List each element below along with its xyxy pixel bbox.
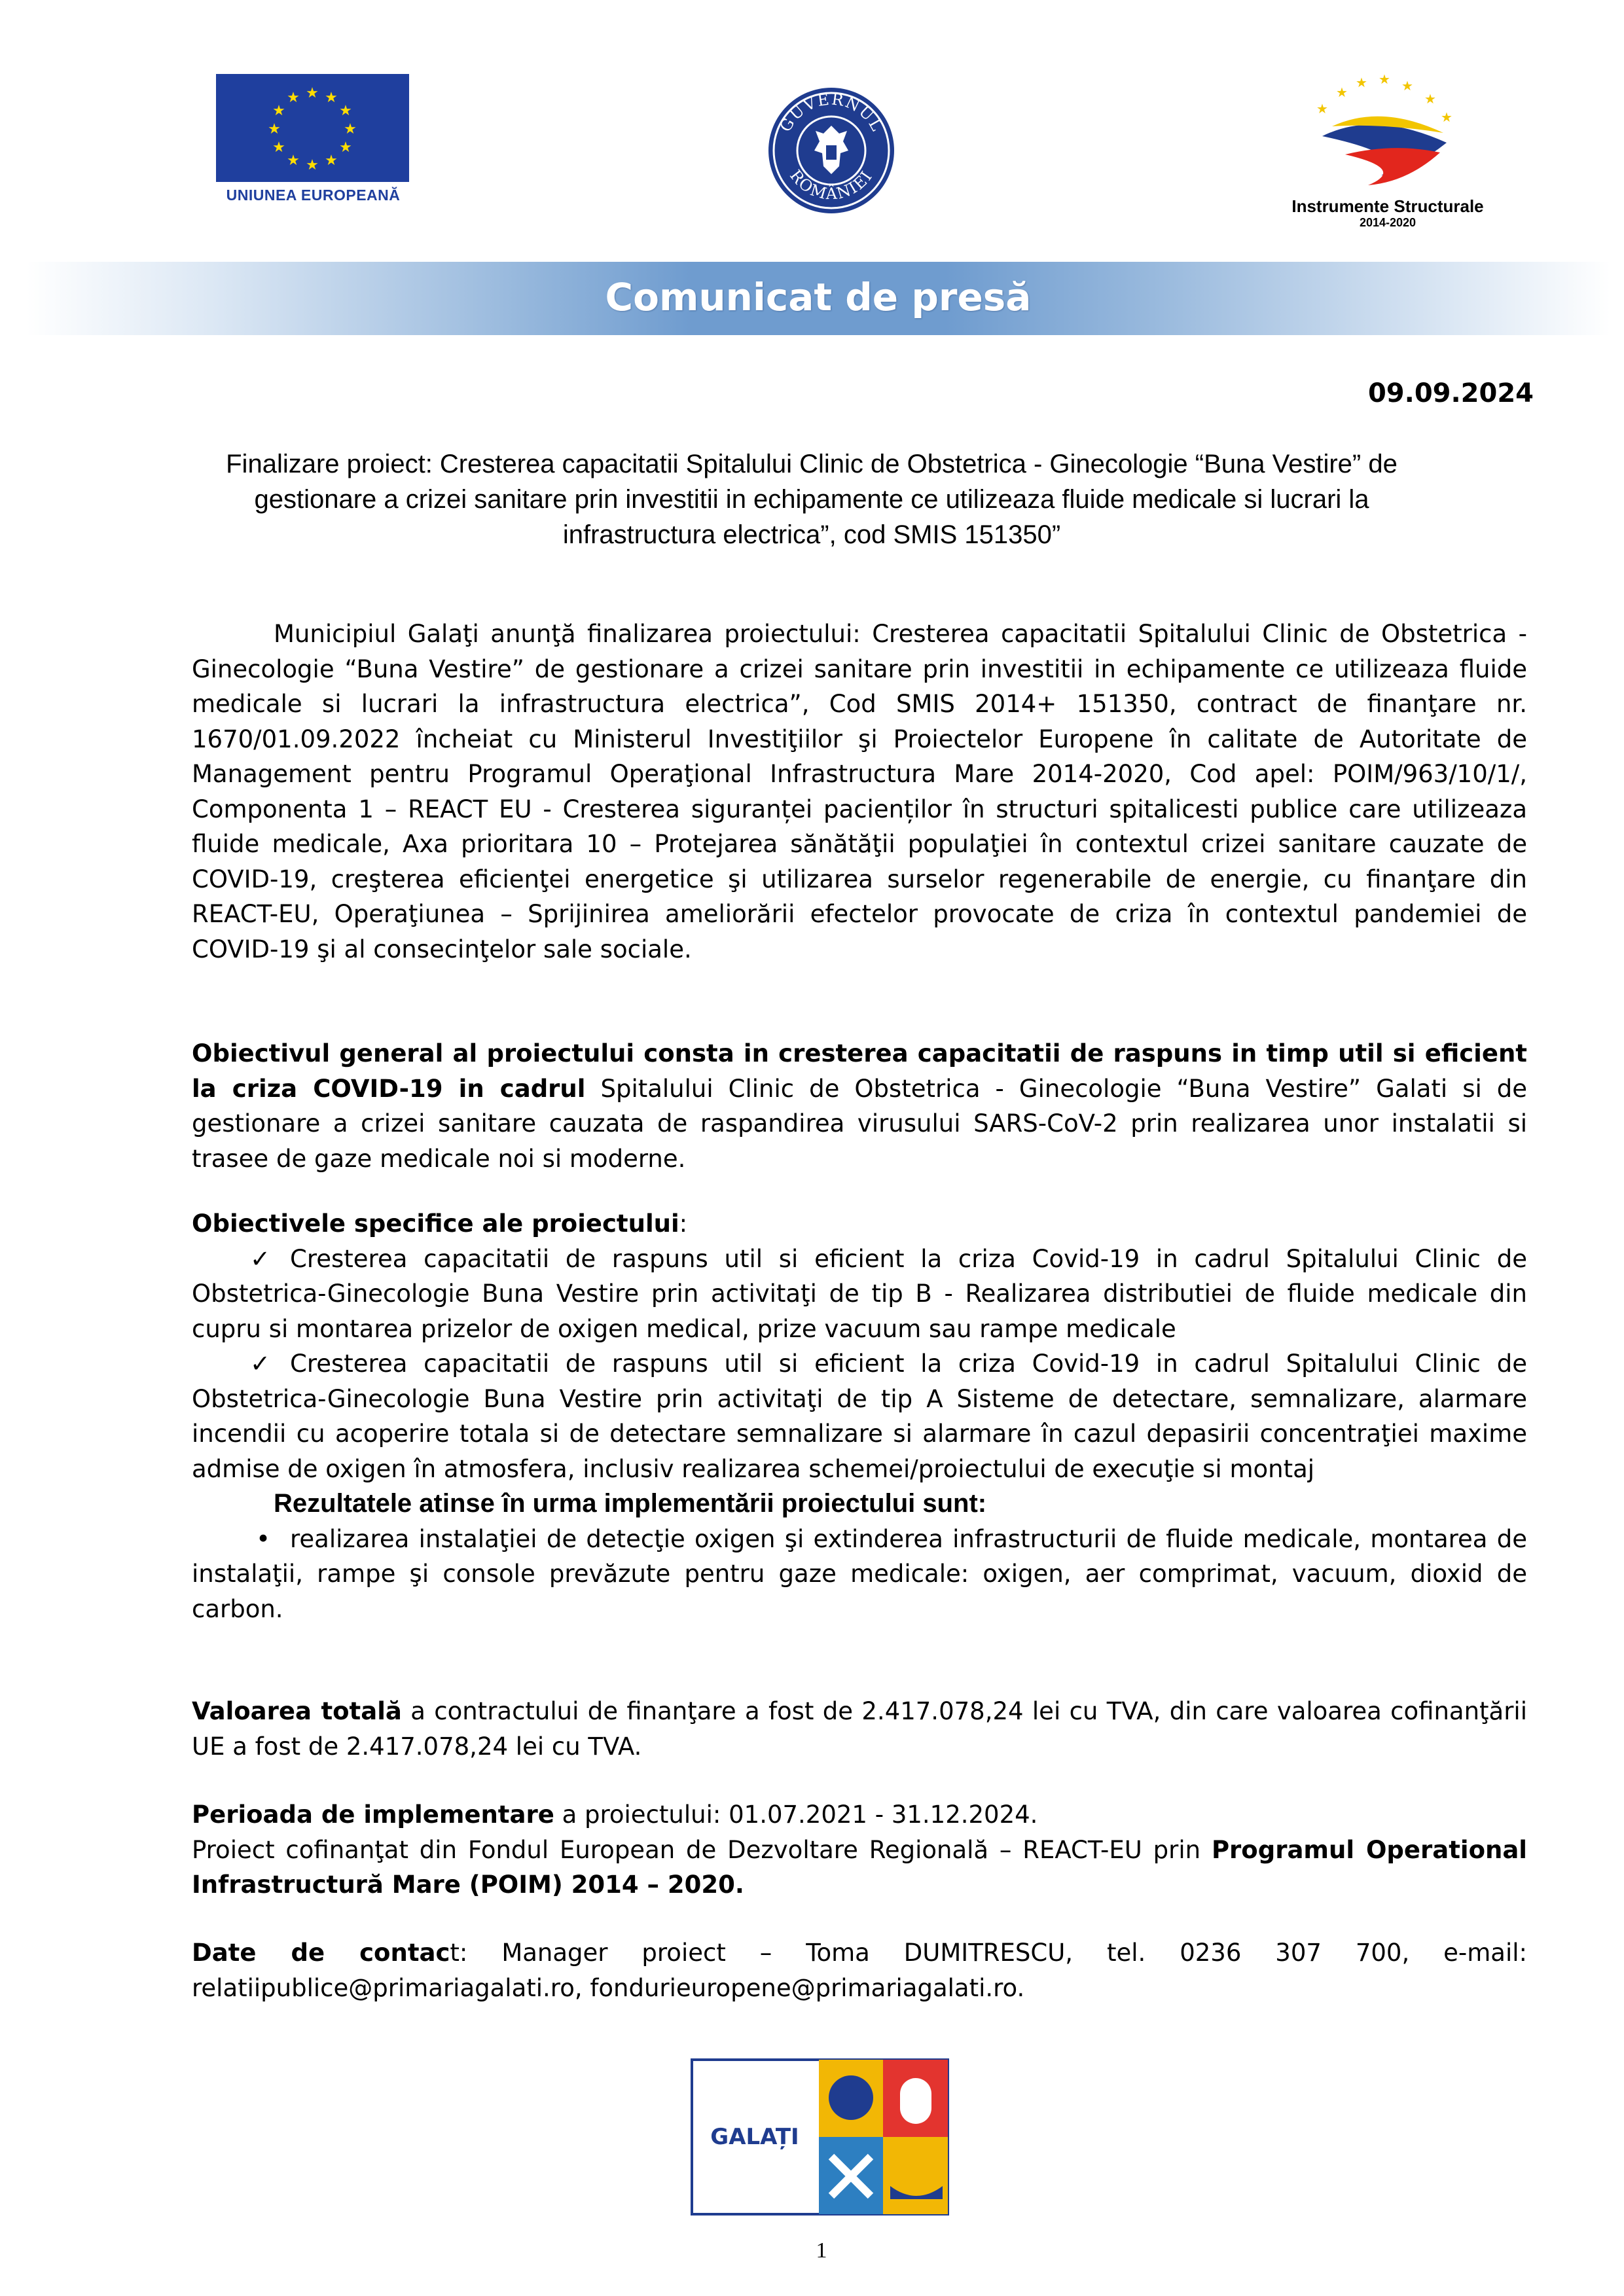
- instrumente-structurale-title: Instrumente Structurale: [1291, 196, 1484, 216]
- eu-flag-icon: [216, 74, 409, 182]
- svg-text:★: ★: [287, 90, 300, 106]
- check-icon: ✓: [249, 1350, 270, 1378]
- document-title: Finalizare proiect: Cresterea capacitatii Spitalului Clinic de Obstetrica - Ginecologie “Buna Vestire” de gestionare a crizei sanitare prin investitii in echipamente ce utilizeaza fluide medicale si lucrari la infrastructura electrica”, cod SMIS 151350”: [226, 450, 1398, 549]
- check-icon: ✓: [249, 1244, 270, 1273]
- specific-objective-item: ✓ Cresterea capacitatii de raspuns util si eficient la criza Covid-19 in cadrul Spitalului Clinic de Obstetrica-Ginecologie Buna Vestire prin activitaţi de tip A Sisteme de detectare, semnalizare, alarmare incendii cu acoperire totala si de detectare semnalizare si alarmare în cazul depasirii concentraţiei maxime admise de oxigen în atmosfera, inclusiv realizarea schemei/proiectului de execuţie si montaj: [192, 1346, 1527, 1486]
- result-item: • realizarea instalaţiei de detecţie oxigen şi extinderea infrastructurii de fluide medicale, montarea de instalaţii, rampe şi console prevăzute pentru gaze medicale: oxigen, aer comprimat, vacuum, dioxid de carbon.: [192, 1522, 1527, 1627]
- implementation-period-paragraph: Perioada de implementare a proiectului: 01.07.2021 - 31.12.2024. Proiect cofinanţat din Fondul European de Dezvoltare Regională – REACT-EU prin Programul Operational Infrastructură Mare (POIM) 2014 – 2020.: [192, 1797, 1527, 1903]
- document-date: 09.09.2024: [1367, 378, 1534, 408]
- instrumente-structurale-years: 2014-2020: [1359, 216, 1416, 229]
- instrumente-structurale-logo: [1283, 71, 1492, 228]
- svg-text:★: ★: [344, 121, 357, 137]
- contact-paragraph: Date de contact: Manager proiect – Toma DUMITRESCU, tel. 0236 307 700, e-mail: relatiipublice@primariagalati.ro, fondurieuropene@primariagalati.ro.: [192, 1939, 1527, 2002]
- svg-text:GUVERNUL: GUVERNUL: [776, 90, 887, 135]
- svg-text:★: ★: [1441, 109, 1453, 125]
- eu-label: UNIUNEA EUROPEANĂ: [226, 187, 401, 204]
- general-objective-text: Spitalului Clinic de Obstetrica - Ginecologie “Buna Vestire” Galati si de gestionare a crizei sanitare cauzata de raspandirea virusului SARS-CoV-2 prin realizarea unor instalatii si trasee de gaze medicale noi si moderne.: [192, 1074, 1528, 1173]
- svg-text:★: ★: [1424, 91, 1436, 107]
- galati-logo: [691, 2058, 949, 2215]
- galati-label: GALAȚI: [710, 2124, 799, 2150]
- svg-text:★: ★: [339, 103, 352, 119]
- contact-bold: Date de contac: [192, 1939, 450, 1967]
- results-heading: Rezultatele atinse în urma implementării proiectului sunt:: [274, 1489, 987, 1518]
- total-value-paragraph: Valoarea totală a contractului de finanţare a fost de 2.417.078,24 lei cu TVA, din care valoarea cofinanţării UE a fost de 2.417.078,24 lei cu TVA.: [192, 1697, 1527, 1761]
- intro-paragraph: Municipiul Galaţi anunţă finalizarea proiectului: Cresterea capacitatii Spitalului Clinic de Obstetrica - Ginecologie “Buna Vestire” de gestionare a crizei sanitare prin investitii in echipamente ce utilizeaza fluide medicale si lucrari la infrastructura electrica”, Cod SMIS 2014+ 151350, contract de finanţare nr. 1670/01.09.2022 încheiat cu Ministerul Investiţiilor şi Proiectelor Europene în calitate de Autoritate de Management pentru Programul Operaţional Infrastructura Mare 2014-2020, Cod apel: POIM/963/10/1/, Componenta 1 – REACT EU - Cresterea siguranței pacienților în structuri spitalicesti publice care utilizeaza fluide medicale, Axa prioritara 10 – Protejarea sănătăţii populaţiei în contextul crizei sanitare cauzate de COVID-19, creşterea eficienţei energetice şi utilizarea surselor regenerabile de energie, cu finanţare din REACT-EU, Operaţiunea – Sprijinirea ameliorării efectelor provocate de criza în contextul pandemiei de COVID-19 şi al consecinţelor sale sociale.: [192, 620, 1527, 963]
- svg-text:★: ★: [1401, 78, 1413, 94]
- press-release-banner: [26, 262, 1610, 335]
- specific-objective-item: ✓ Cresterea capacitatii de raspuns util si eficient la criza Covid-19 in cadrul Spitalului Clinic de Obstetrica-Ginecologie Buna Vestire prin activitaţi de tip B - Realizarea distributiei de fluide medicale din cupru si montarea prizelor de oxigen medical, prize vacuum sau rampe medicale: [192, 1242, 1527, 1347]
- svg-text:★: ★: [272, 139, 285, 156]
- svg-text:★: ★: [1316, 101, 1328, 117]
- bullet-icon: •: [256, 1524, 270, 1553]
- total-value-bold: Valoarea totală: [192, 1697, 402, 1725]
- svg-text:★: ★: [325, 90, 338, 106]
- svg-text:★: ★: [325, 152, 338, 169]
- page-number: 1: [816, 2238, 827, 2263]
- svg-text:★: ★: [1379, 71, 1390, 87]
- svg-text:★: ★: [306, 85, 319, 101]
- svg-text:★: ★: [339, 139, 352, 156]
- svg-text:★: ★: [268, 121, 281, 137]
- general-objective-paragraph: [192, 1036, 1527, 1176]
- svg-text:★: ★: [306, 157, 319, 173]
- svg-text:★: ★: [272, 103, 285, 119]
- svg-text:★: ★: [1336, 84, 1348, 100]
- eu-logo: [216, 74, 409, 208]
- specific-objectives-heading: Obiectivele specifice ale proiectului:: [192, 1210, 688, 1238]
- general-objective-bold: Obiectivul general al proiectului consta in cresterea capacitatii de raspuns in timp util si eficient la criza COVID-19 in cadrul: [192, 1039, 1527, 1103]
- government-seal-logo: [766, 85, 897, 216]
- specific-objectives-section: [192, 1206, 1527, 1626]
- cofinancing-text: Proiect cofinanţat din Fondul European de Dezvoltare Regională – REACT-EU prin Programul Operational Infrastructură Mare (POIM) 2014 – 2020.: [192, 1835, 1527, 1899]
- implementation-period-bold: Perioada de implementare: [192, 1801, 554, 1829]
- svg-text:ROMÂNIEI: ROMÂNIEI: [786, 166, 876, 204]
- structural-instruments-swoosh-icon: [1283, 71, 1492, 195]
- svg-text:★: ★: [287, 152, 300, 169]
- svg-text:★: ★: [1356, 75, 1367, 90]
- banner-title: Comunicat de presă: [605, 275, 1032, 319]
